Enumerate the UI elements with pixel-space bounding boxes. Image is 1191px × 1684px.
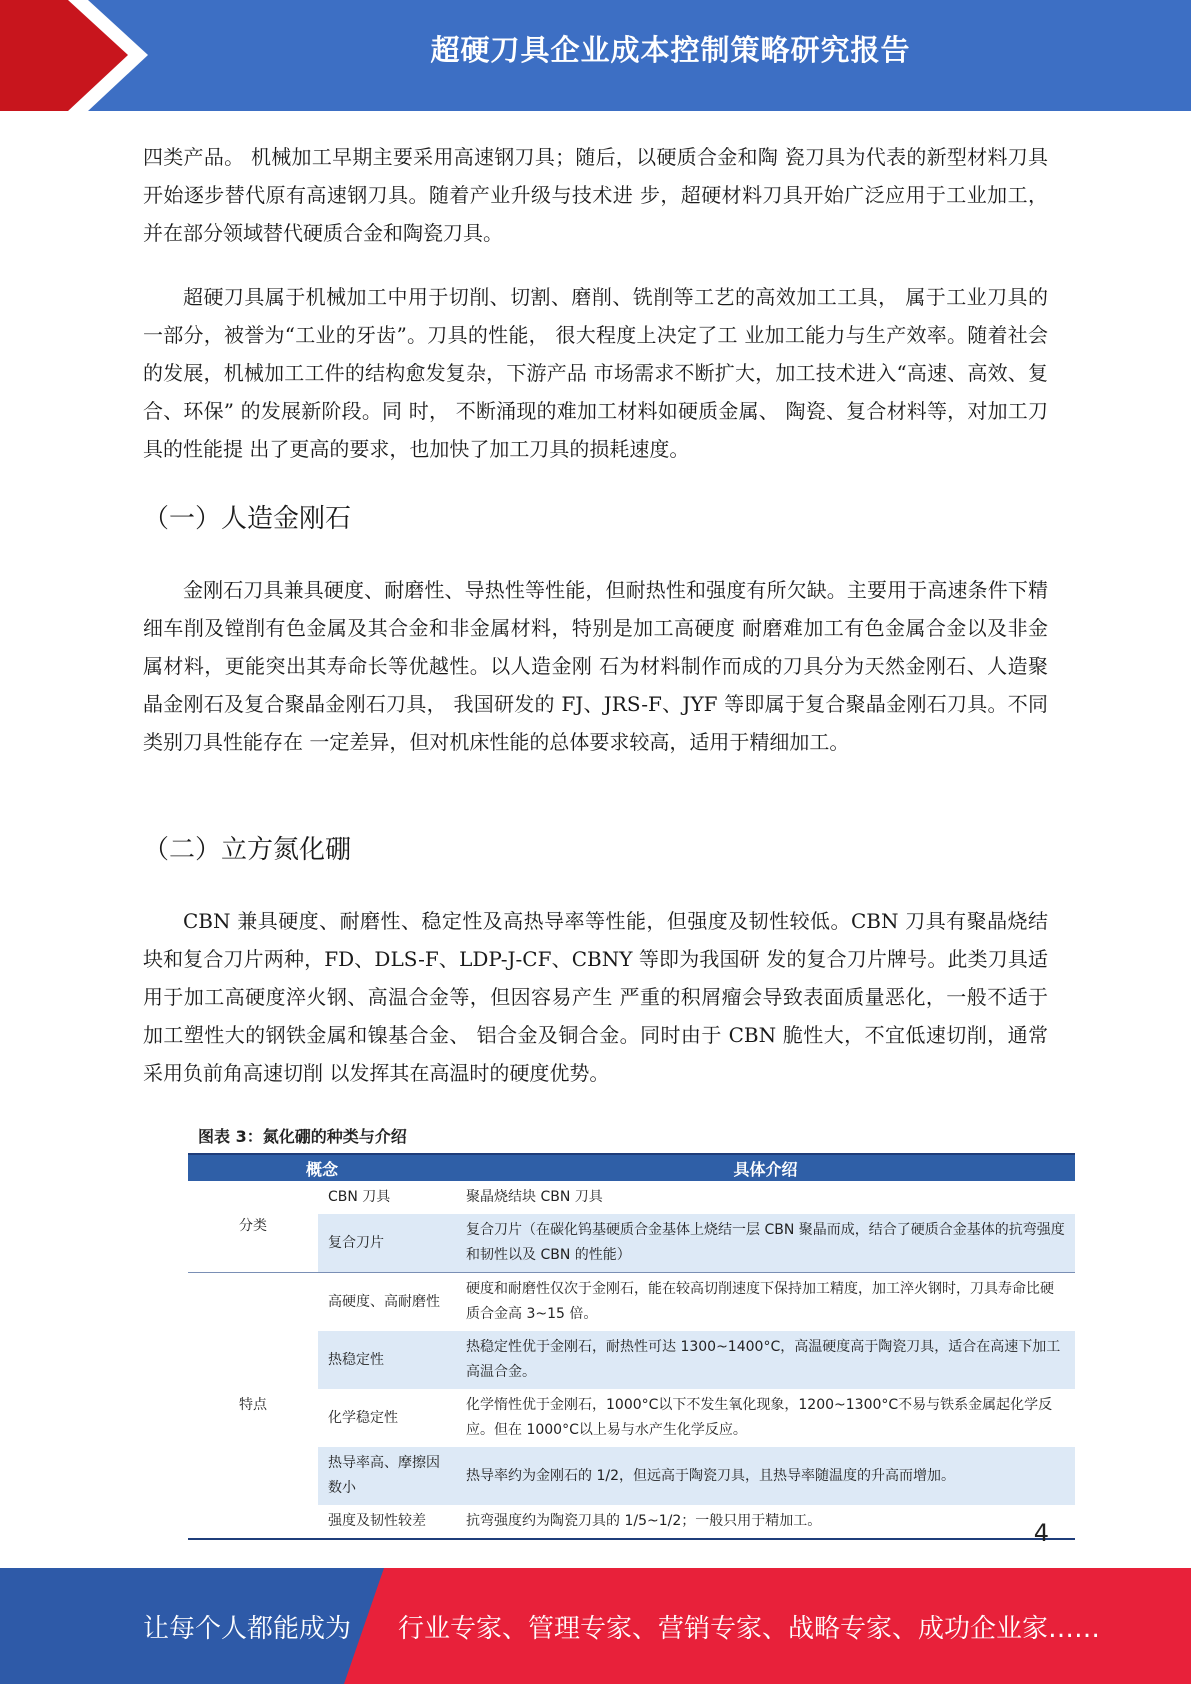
table-row xyxy=(188,1331,1075,1389)
footer-slogan-right: 行业专家、管理专家、营销专家、战略专家、成功企业家…… xyxy=(398,1614,1101,1644)
row-concept: 热稳定性 xyxy=(318,1331,456,1389)
document-title: 超硬刀具企业成本控制策略研究报告 xyxy=(430,33,911,67)
column-header-concept: 概念 xyxy=(188,1155,456,1181)
table-row xyxy=(188,1214,1075,1273)
row-detail: 聚晶烧结块 CBN 刀具 xyxy=(466,1189,603,1205)
page-header xyxy=(0,0,1191,111)
row-concept: 化学稳定性 xyxy=(328,1409,398,1426)
paragraph-superhard-tools: 超硬刀具属于机械加工中用于切削、切割、磨削、铣削等工艺的高效加工工具， 属于工业刀具的一部分，被誉为“工业的牙齿”。刀具的性能， 很大程度上决定了工 业加工能力与生产效率。随着社会的发展，机械加工工件的结构愈发复杂，下游产品 市场需求不断扩大，加工技术进入“高速、高效、复合、环保” 的发展新阶段。同 时， 不断涌现的难加工材料如硬质金属、 陶瓷、复合材料等，对加工刀具的性能提 出了更高的要求，也加快了加工刀具的损耗速度。 xyxy=(143,285,1048,461)
paragraph-cbn: CBN 兼具硬度、耐磨性、稳定性及高热导率等性能，但强度及韧性较低。CBN 刀具有聚晶烧结块和复合刀片两种，FD、DLS-F、LDP-J-CF、CBNY 等即为我国研 发的复合刀片牌号。此类刀具适用于加工高硬度淬火钢、高温合金等，但因容易产生 严重的积屑瘤会导致表面质量恶化，一般不适于加工塑性大的钢铁金属和镍基合金、 铝合金及铜合金。同时由于 CBN 脆性大，不宜低速切削，通常采用负前角高速切削 以发挥其在高温时的硬度优势。 xyxy=(143,909,1048,1085)
table-header-row xyxy=(188,1155,1075,1181)
column-header-detail: 具体介绍 xyxy=(456,1155,1075,1181)
row-detail: 硬度和耐磨性仅次于金刚石，能在较高切削速度下保持加工精度，加工淬火钢时，刀具寿命比硬质合金高 3~15 倍。 xyxy=(456,1273,1075,1332)
row-concept: 强度及韧性较差 xyxy=(328,1513,426,1529)
row-detail: 热稳定性优于金刚石，耐热性可达 1300~1400°C，高温硬度高于陶瓷刀具，适合在高速下加工高温合金。 xyxy=(456,1331,1075,1389)
cbn-table xyxy=(188,1155,1075,1538)
row-concept: 热导率高、摩擦因数小 xyxy=(318,1447,456,1505)
row-detail: 抗弯强度约为陶瓷刀具的 1/5~1/2；一般只用于精加工。 xyxy=(466,1513,822,1529)
paragraph-diamond: 金刚石刀具兼具硬度、耐磨性、导热性等性能，但耐热性和强度有所欠缺。主要用于高速条件下精细车削及镗削有色金属及其合金和非金属材料，特别是加工高硬度 耐磨难加工有色金属合金以及非金属材料，更能突出其寿命长等优越性。以人造金刚 石为材料制作而成的刀具分为天然金刚石、人造聚晶金刚石及复合聚晶金刚石刀具， 我国研发的 FJ、JRS-F、JYF 等即属于复合聚晶金刚石刀具。不同类别刀具性能存在 一定差异，但对机床性能的总体要求较高，适用于精细加工。 xyxy=(143,578,1048,754)
row-detail: 复合刀片（在碳化钨基硬质合金基体上烧结一层 CBN 聚晶而成，结合了硬质合金基体的抗弯强度和韧性以及 CBN 的性能） xyxy=(456,1214,1075,1273)
figure-cbn-table xyxy=(188,1124,1075,1540)
row-concept: 复合刀片 xyxy=(318,1214,456,1273)
section-heading-cbn: （二）立方氮化硼 xyxy=(143,835,352,865)
section-heading-diamond: （一）人造金刚石 xyxy=(143,504,352,534)
table-row xyxy=(188,1181,1075,1214)
table-row xyxy=(188,1273,1075,1332)
page-number: 4 xyxy=(1033,1519,1049,1547)
footer-slogan-left: 让每个人都能成为 xyxy=(143,1614,352,1644)
page-footer xyxy=(0,1568,1191,1684)
row-concept: CBN 刀具 xyxy=(328,1189,391,1205)
figure-title: 图表 3：氮化硼的种类与介绍 xyxy=(198,1127,407,1146)
row-detail: 化学惰性优于金刚石，1000°C以下不发生氧化现象，1200~1300°C不易与铁系金属起化学反应。但在 1000°C以上易与水产生化学反应。 xyxy=(466,1397,1053,1438)
group-label-classification: 分类 xyxy=(239,1218,267,1234)
row-detail: 热导率约为金刚石的 1/2，但远高于陶瓷刀具，且热导率随温度的升高而增加。 xyxy=(456,1447,1075,1505)
table-row xyxy=(188,1505,1075,1538)
table-row xyxy=(188,1447,1075,1505)
group-label-features: 特点 xyxy=(188,1273,318,1539)
row-concept: 高硬度、高耐磨性 xyxy=(318,1273,456,1332)
table-row xyxy=(188,1389,1075,1447)
paragraph-intro: 四类产品。 机械加工早期主要采用高速钢刀具；随后，以硬质合金和陶 瓷刀具为代表的新型材料刀具开始逐步替代原有高速钢刀具。随着产业升级与技术进 步，超硬材料刀具开始广泛应用于工业加工，并在部分领域替代硬质合金和陶瓷刀具。 xyxy=(143,145,1048,245)
figure-bottom-rule xyxy=(188,1538,1075,1540)
